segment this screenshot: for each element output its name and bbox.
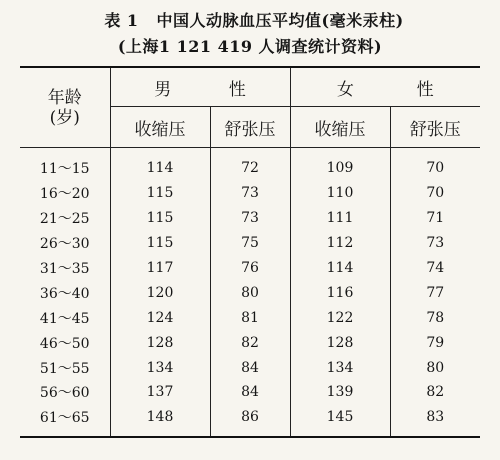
- male-systolic-cell: 148: [110, 405, 210, 437]
- table-title-text: 中国人动脉血压平均值(毫米汞柱): [156, 11, 404, 30]
- table-row: [20, 206, 480, 231]
- table-row: [20, 256, 480, 281]
- female-diastolic-cell: 78: [426, 309, 445, 326]
- male-diastolic-cell: 86: [210, 405, 290, 437]
- male-systolic-cell: 114: [110, 148, 210, 181]
- female-header: [290, 67, 480, 107]
- age-cell: 36～40: [20, 280, 110, 305]
- male-systolic-cell: 115: [110, 206, 210, 231]
- male-systolic-cell: 120: [110, 280, 210, 305]
- table-number: 表 1: [104, 11, 139, 30]
- female-systolic-cell: 145: [290, 405, 390, 437]
- table-row: [20, 405, 480, 437]
- header-row-1: [20, 67, 480, 107]
- table-row: [20, 148, 480, 181]
- table-row: [20, 280, 480, 305]
- female-header-char2: 性: [416, 79, 434, 100]
- age-cell: 16～20: [20, 181, 110, 206]
- blood-pressure-table: [20, 66, 480, 438]
- female-diastolic-cell: 83: [390, 405, 480, 437]
- female-diastolic-cell: 70: [426, 160, 445, 177]
- male-diastolic-cell: 80: [210, 280, 290, 305]
- male-diastolic-cell: 72: [210, 148, 290, 181]
- female-diastolic-cell: 80: [426, 359, 445, 376]
- table-title: [0, 8, 500, 31]
- female-diastolic-cell: 71: [426, 210, 445, 227]
- female-diastolic-cell: 82: [426, 384, 445, 401]
- female-systolic-cell: 116: [290, 280, 390, 305]
- female-systolic-cell: 112: [290, 231, 390, 256]
- male-systolic-cell: 128: [110, 330, 210, 355]
- table-subtitle: (上海1 121 419 人调查统计资料): [117, 37, 383, 56]
- sub-header-female-diastolic: 舒张压: [390, 107, 480, 148]
- male-diastolic-cell: 81: [210, 305, 290, 330]
- sub-header-female-systolic: 收缩压: [290, 107, 390, 148]
- male-header-char1: 男: [154, 79, 172, 100]
- age-header-line1: 年龄: [47, 87, 82, 108]
- male-systolic-cell: 117: [110, 256, 210, 281]
- male-diastolic-cell: 73: [210, 206, 290, 231]
- female-systolic-cell: 128: [290, 330, 390, 355]
- female-systolic-cell: 122: [290, 305, 390, 330]
- female-systolic-cell: 114: [290, 256, 390, 281]
- age-cell: 31～35: [20, 256, 110, 281]
- female-systolic-cell: 134: [290, 355, 390, 380]
- table-row: [20, 181, 480, 206]
- age-cell: 61～65: [20, 405, 110, 437]
- table-row: [20, 380, 480, 405]
- table-row: [20, 231, 480, 256]
- female-diastolic-cell: 70: [426, 185, 445, 202]
- male-systolic-cell: 134: [110, 355, 210, 380]
- male-systolic-cell: 124: [110, 305, 210, 330]
- sub-header-male-systolic: 收缩压: [110, 107, 210, 148]
- male-diastolic-cell: 84: [210, 380, 290, 405]
- male-diastolic-cell: 84: [210, 355, 290, 380]
- male-header-char2: 性: [228, 79, 246, 100]
- male-diastolic-cell: 76: [210, 256, 290, 281]
- male-header: [110, 67, 290, 107]
- age-cell: 56～60: [20, 380, 110, 405]
- female-diastolic-cell: 77: [426, 284, 445, 301]
- sub-header-male-diastolic: 舒张压: [210, 107, 290, 148]
- male-diastolic-cell: 82: [210, 330, 290, 355]
- female-diastolic-cell: 73: [426, 235, 445, 252]
- female-systolic-cell: 110: [290, 181, 390, 206]
- table-row: [20, 355, 480, 380]
- age-cell: 41～45: [20, 305, 110, 330]
- male-systolic-cell: 137: [110, 380, 210, 405]
- female-diastolic-cell: 74: [426, 260, 445, 276]
- age-header: [20, 67, 110, 148]
- age-cell: 51～55: [20, 355, 110, 380]
- female-diastolic-cell: 79: [426, 334, 445, 351]
- male-systolic-cell: 115: [110, 181, 210, 206]
- female-systolic-cell: 109: [290, 148, 390, 181]
- female-systolic-cell: 111: [290, 206, 390, 231]
- age-header-line2: (岁): [49, 107, 80, 128]
- age-cell: 11～15: [20, 148, 110, 181]
- age-cell: 26～30: [20, 231, 110, 256]
- male-diastolic-cell: 75: [210, 231, 290, 256]
- table-row: [20, 330, 480, 355]
- male-systolic-cell: 115: [110, 231, 210, 256]
- table-container: [20, 66, 480, 438]
- male-diastolic-cell: 73: [210, 181, 290, 206]
- age-cell: 46～50: [20, 330, 110, 355]
- table-row: [20, 305, 480, 330]
- female-header-char1: 女: [336, 79, 354, 100]
- female-systolic-cell: 139: [290, 380, 390, 405]
- age-cell: 21～25: [20, 206, 110, 231]
